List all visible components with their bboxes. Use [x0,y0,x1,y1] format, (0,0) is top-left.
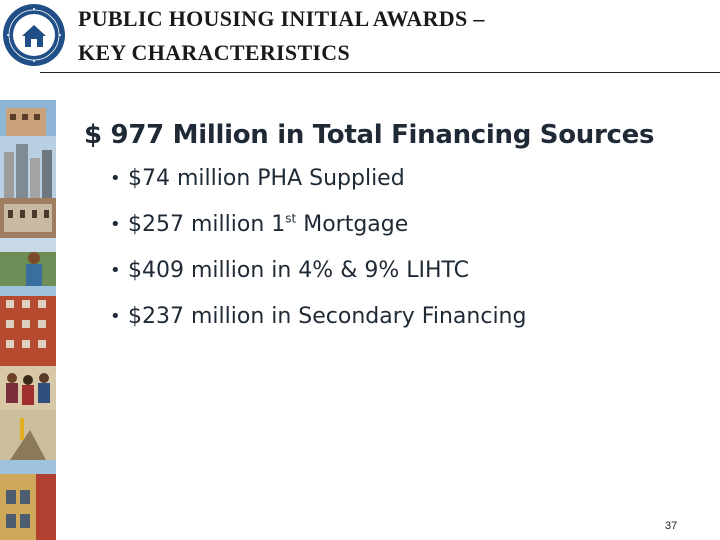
construction-photo [0,410,56,460]
bullet-text-post: Mortgage [296,212,409,237]
bullet-text-pre: $257 million 1 [128,212,286,237]
title-line-2: KEY CHARACTERISTICS [78,40,350,65]
bullet-text [110,212,408,237]
title-line-1: PUBLIC HOUSING INITIAL AWARDS – [78,6,485,31]
bullet-text: $237 million in Secondary Financing [128,304,527,329]
apartment-photo [0,286,56,366]
bullet-item [110,298,526,344]
financing-bullet-list [110,160,526,344]
page-number: 37 [665,520,678,532]
skyline-photo [0,136,56,198]
bullet-text: $74 million PHA Supplied [128,166,405,191]
hud-seal-logo [2,3,66,67]
storefront-photo [0,460,56,540]
title-underline [40,72,720,73]
building-photo [0,100,56,136]
bullet-text: $409 million in 4% & 9% LIHTC [128,258,470,283]
bullet-item [110,160,526,206]
bullet-item [110,252,526,298]
people-photo [0,238,56,286]
financing-heading: $ 977 Million in Total Financing Sources [84,120,655,150]
bullet-marker: • [110,168,121,189]
bullet-text-sup: st [285,211,297,226]
photo-strip [0,100,56,540]
bullet-marker: • [110,306,121,327]
bullet-marker: • [110,214,121,235]
family-photo [0,366,56,410]
bullet-marker: • [110,260,121,281]
bullet-item [110,206,526,252]
townhouses-photo [0,198,56,238]
slide-title [78,2,485,70]
